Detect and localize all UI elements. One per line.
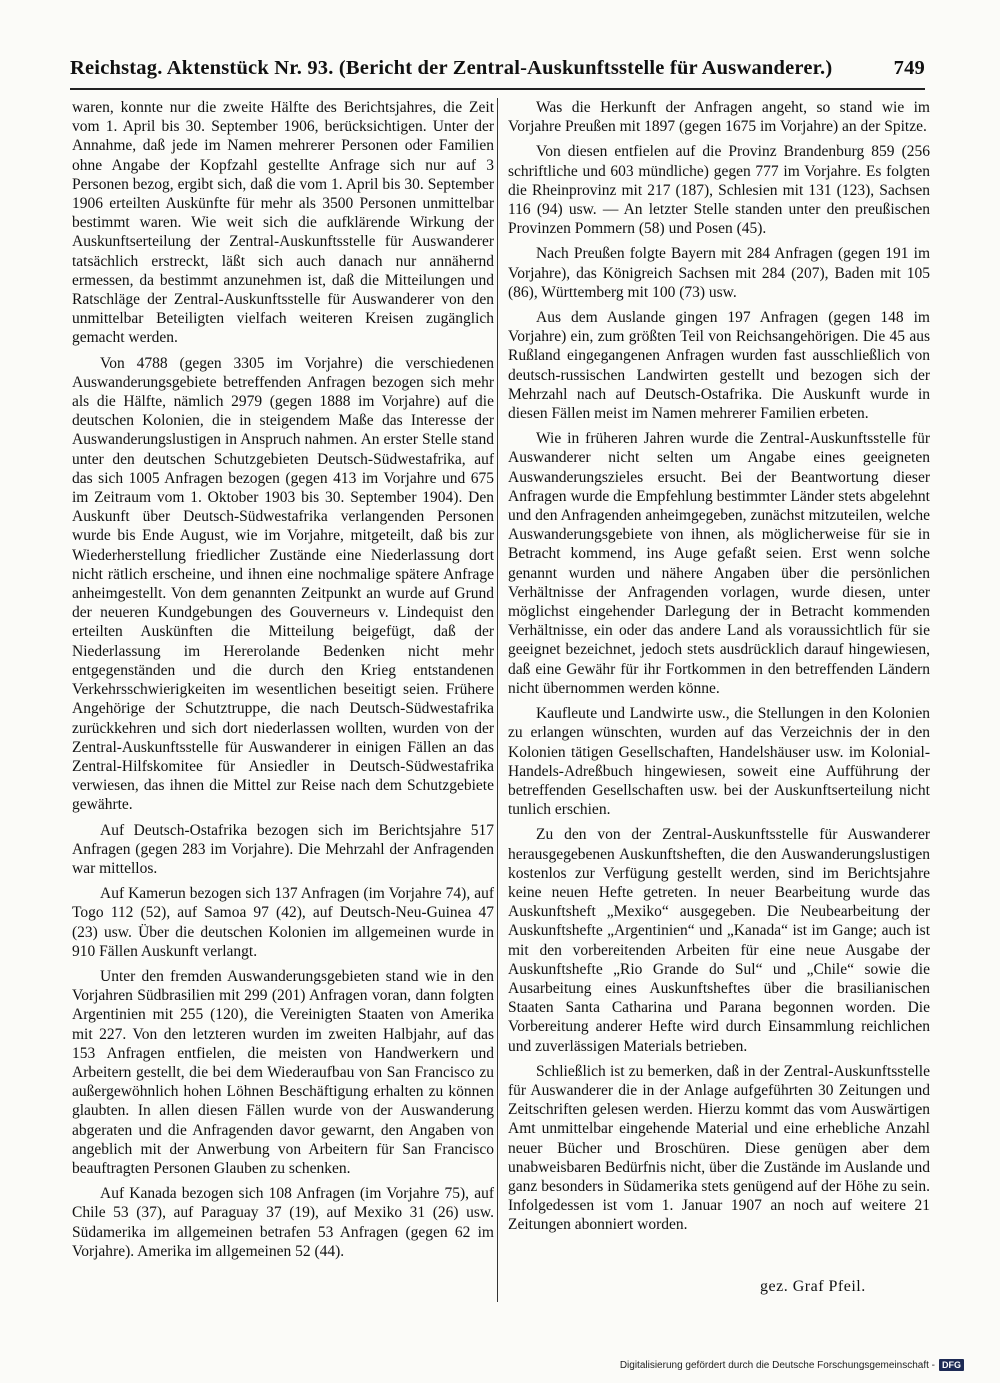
paragraph: waren, konnte nur die zweite Hälfte des Berichtsjahres, die Zeit vom 1. April bis 30. September 1906, berücksichtigen. Unter der Annahme, daß jede im Namen mehrerer Personen oder Familien ohne Angabe der Kopfzahl gestellte Anfrage sich nur auf 3 Personen bezog, ergibt sich, daß die vom 1. April bis 30. September 1906 erteilten Auskünfte für mehr als 3500 Personen unmittelbar bestimmt waren. Wie weit sich die aufklärende Wirkung der Auskunftserteilung der Zentral-Auskunftsstelle für Auswanderer tatsächlich erstreckt, läßt sich auch danach nur annähernd ermessen, da bestimmt anzunehmen ist, daß die Mitteilungen und Ratschläge der Zentral-Auskunftsstelle für Auswanderer von den unmittelbar Beteiligten vielfach weiteren Kreisen zugänglich gemacht werden. [72, 99, 494, 347]
column-divider [497, 98, 498, 1302]
paragraph: Zu den von der Zentral-Auskunftsstelle für Auswanderer herausgegebenen Auskunftsheften, die den Auswanderungslustigen kostenlos zur Verfügung gestellt werden, sind im Berichtsjahre keine neuen Hefte getreten. In neuer Bearbeitung wurde das Auskunftsheft „Mexiko“ ausgegeben. Die Neubearbeitung der Auskunftshefte „Argentinien“ und „Kanada“ ist im Gange; auch ist mit den vorbereitenden Arbeiten für eine neue Ausgabe der Auskunftshefte „Rio Grande do Sul“ und „Chile“ sowie die Ausarbeitung eines Auskunftsheftes über die brasilianischen Staaten Santa Catharina und Parana begonnen worden. Die Vorbereitung anderer Hefte wird durch Einsammlung reichlichen und zuverlässigen Materials betrieben. [508, 826, 930, 1055]
paragraph: Was die Herkunft der Anfragen angeht, so stand wie im Vorjahre Preußen mit 1897 (gegen 1675 im Vorjahre) an der Spitze. [508, 99, 930, 136]
footer-credit: Digitalisierung gefördert durch die Deutsche Forschungsgemeinschaft - [619, 1359, 935, 1371]
paragraph: Wie in früheren Jahren wurde die Zentral-Auskunftsstelle für Auswanderer nicht selten um Angabe eines geeigneten Auswanderungszieles ersucht. Bei der Beantwortung dieser Anfragen wurde die Empfehlung bestimmter Länder stets abgelehnt und den Anfragenden anheimgegeben, zunächst mitzuteilen, welche Auswanderungsgebiete von ihnen, als möglicherweise für sie in Betracht kommend, ins Auge gefaßt seien. Erst wenn solche genannt wurden und nähere Angaben über die persönlichen Verhältnisse der Anfragenden vorlagen, wurde diesen, unter möglichst eingehender Darlegung der in Betracht kommenden Verhältnisse, ein oder das andere Land als voraussichtlich für sie geeignet bezeichnet, jedoch stets ausdrücklich darauf hingewiesen, daß eine Gewähr für ihr Fortkommen in den betreffenden Ländern nicht übernommen werden könne. [508, 430, 930, 697]
page-header [70, 50, 925, 86]
paragraph: Unter den fremden Auswanderungsgebieten stand wie in den Vorjahren Südbrasilien mit 299 (201) Anfragen voran, dann folgten Argentinien mit 255 (120), die Vereinigten Staaten von Amerika mit 227. Von den letzteren wurden im zweiten Halbjahr, auf das 153 Anfragen entfielen, die meisten von Handwerkern und Arbeitern gestellt, die bei dem Wiederaufbau von San Francisco zu außergewöhnlich hohen Löhnen Beschäftigung erhalten zu können glaubten. In allen diesen Fällen wurde von der Auswanderung abgeraten und die Anfragenden davor gewarnt, den Angaben von angeblich mit der Anwerbung von Arbeitern für San Francisco beauftragten Personen Glauben zu schenken. [72, 967, 494, 1177]
footer [620, 1359, 964, 1371]
paragraph: Kaufleute und Landwirte usw., die Stellungen in den Kolonien zu erlangen wünschten, wurden auf das Verzeichnis der in den Kolonien tätigen Gesellschaften, Handelshäuser usw. im Kolonial-Handels-Adreßbuch hingewiesen, soweit eine Aufführung der betreffenden Gesellschaften usw. bei der Auskunftserteilung nicht tunlich erschien. [508, 705, 930, 819]
right-column [508, 98, 930, 1241]
page-number: 749 [893, 56, 925, 79]
left-column [72, 98, 494, 1267]
paragraph: Von 4788 (gegen 3305 im Vorjahre) die verschiedenen Auswanderungsgebiete betreffenden Anfragen bezogen sich mehr als die Hälfte, nämlich 2979 (gegen 1888 im Vorjahre) auf die deutschen Kolonien, die in steigendem Maße das Interesse der Auswanderungslustigen in Anspruch nahmen. An erster Stelle stand unter den deutschen Schutzgebieten Deutsch-Südwestafrika, auf das sich 1005 Anfragen bezogen (gegen 413 im Vorjahre und 675 im Zeitraum vom 1. Oktober 1903 bis 30. September 1904). Den Auskunft über Deutsch-Südwestafrika verlangenden Personen wurde bis Ende August, wie im Vorjahre, mitgeteilt, daß bis zur Wiederherstellung friedlicher Zustände eine Niederlassung dort nicht rätlich erscheine, und ihnen eine nochmalige spätere Anfrage anheimgestellt. Von dem genannten Zeitpunkt an wurde auf Grund der neueren Kundgebungen des Gouverneurs v. Lindequist den erteilten Auskünften die Mitteilung beigefügt, daß der Niederlassung im Hererolande Bedenken nicht mehr entgegenständen und die durch den Krieg entstandenen Verkehrsschwierigkeiten im wesentlichen beseitigt seien. Frühere Angehörige der Schutztruppe, die nach Deutsch-Südwestafrika zurückkehren und sich dort niederlassen wollten, wurden von der Zentral-Auskunftsstelle für Auswanderer in einigen Fällen an das Zentral-Hilfskomitee für Ansiedler in Deutsch-Südwestafrika verwiesen, das ihnen die Mittel zur Reise nach dem Schutzgebiete gewährte. [72, 354, 494, 814]
paragraph: Von diesen entfielen auf die Provinz Brandenburg 859 (256 schriftliche und 603 mündliche) gegen 777 im Vorjahre. Es folgten die Rheinprovinz mit 217 (187), Schlesien mit 131 (123), Sachsen 116 (94) usw. — An letzter Stelle standen unter den preußischen Provinzen Pommern (58) und Posen (45). [508, 143, 930, 238]
paragraph: Auf Deutsch-Ostafrika bezogen sich im Berichtsjahre 517 Anfragen (gegen 283 im Vorjahre). Die Mehrzahl der Anfragenden war mittellos. [72, 821, 494, 877]
signature: gez. Graf Pfeil. [760, 1278, 866, 1295]
paragraph: Auf Kamerun bezogen sich 137 Anfragen (im Vorjahre 74), auf Togo 112 (52), auf Samoa 97 (42), auf Deutsch-Neu-Guinea 47 (23) usw. Über die deutschen Kolonien im allgemeinen wurde in 910 Fällen Auskunft verlangt. [72, 885, 494, 960]
paragraph: Aus dem Auslande gingen 197 Anfragen (gegen 148 im Vorjahre) ein, zum größten Teil von Reichsangehörigen. Die 45 aus Rußland eingegangenen Anfragen wurden fast ausschließlich von deutsch-russischen Landwirten gestellt und bezogen sich der Mehrzahl nach auf Deutsch-Ostafrika. Die Auskunft wurde in diesen Fällen meist im Namen mehrerer Familien erbeten. [508, 309, 930, 423]
dfg-logo-icon: DFG [939, 1359, 964, 1371]
paragraph: Auf Kanada bezogen sich 108 Anfragen (im Vorjahre 75), auf Chile 53 (37), auf Paraguay 37 (19), auf Mexiko 31 (26) usw. Südamerika im allgemeinen betrafen 53 Anfragen (gegen 62 im Vorjahre). Amerika im allgemeinen 52 (44). [72, 1185, 494, 1260]
running-title: Reichstag. Aktenstück Nr. 93. (Bericht der Zentral-Auskunftsstelle für Auswanderer.) [70, 56, 833, 79]
paragraph: Schließlich ist zu bemerken, daß in der Zentral-Auskunftsstelle für Auswanderer die in der Anlage aufgeführten 30 Zeitungen und Zeitschriften gelesen werden. Hierzu kommt das vom Auswärtigen Amt unmittelbar eingehende Material und eine erhebliche Anzahl neuer Bücher und Broschüren. Diese genügen aber dem unabweisbaren Bedürfnis nicht, über die Zustände im Auslande und ganz besonders in Südamerika stets genügend auf der Höhe zu sein. Infolgedessen ist vom 1. Januar 1907 an noch auf weitere 21 Zeitungen abonniert worden. [508, 1062, 930, 1234]
paragraph: Nach Preußen folgte Bayern mit 284 Anfragen (gegen 191 im Vorjahre), das Königreich Sachsen mit 284 (207), Baden mit 105 (86), Württemberg mit 100 (73) usw. [508, 245, 930, 301]
header-rule [70, 88, 925, 90]
